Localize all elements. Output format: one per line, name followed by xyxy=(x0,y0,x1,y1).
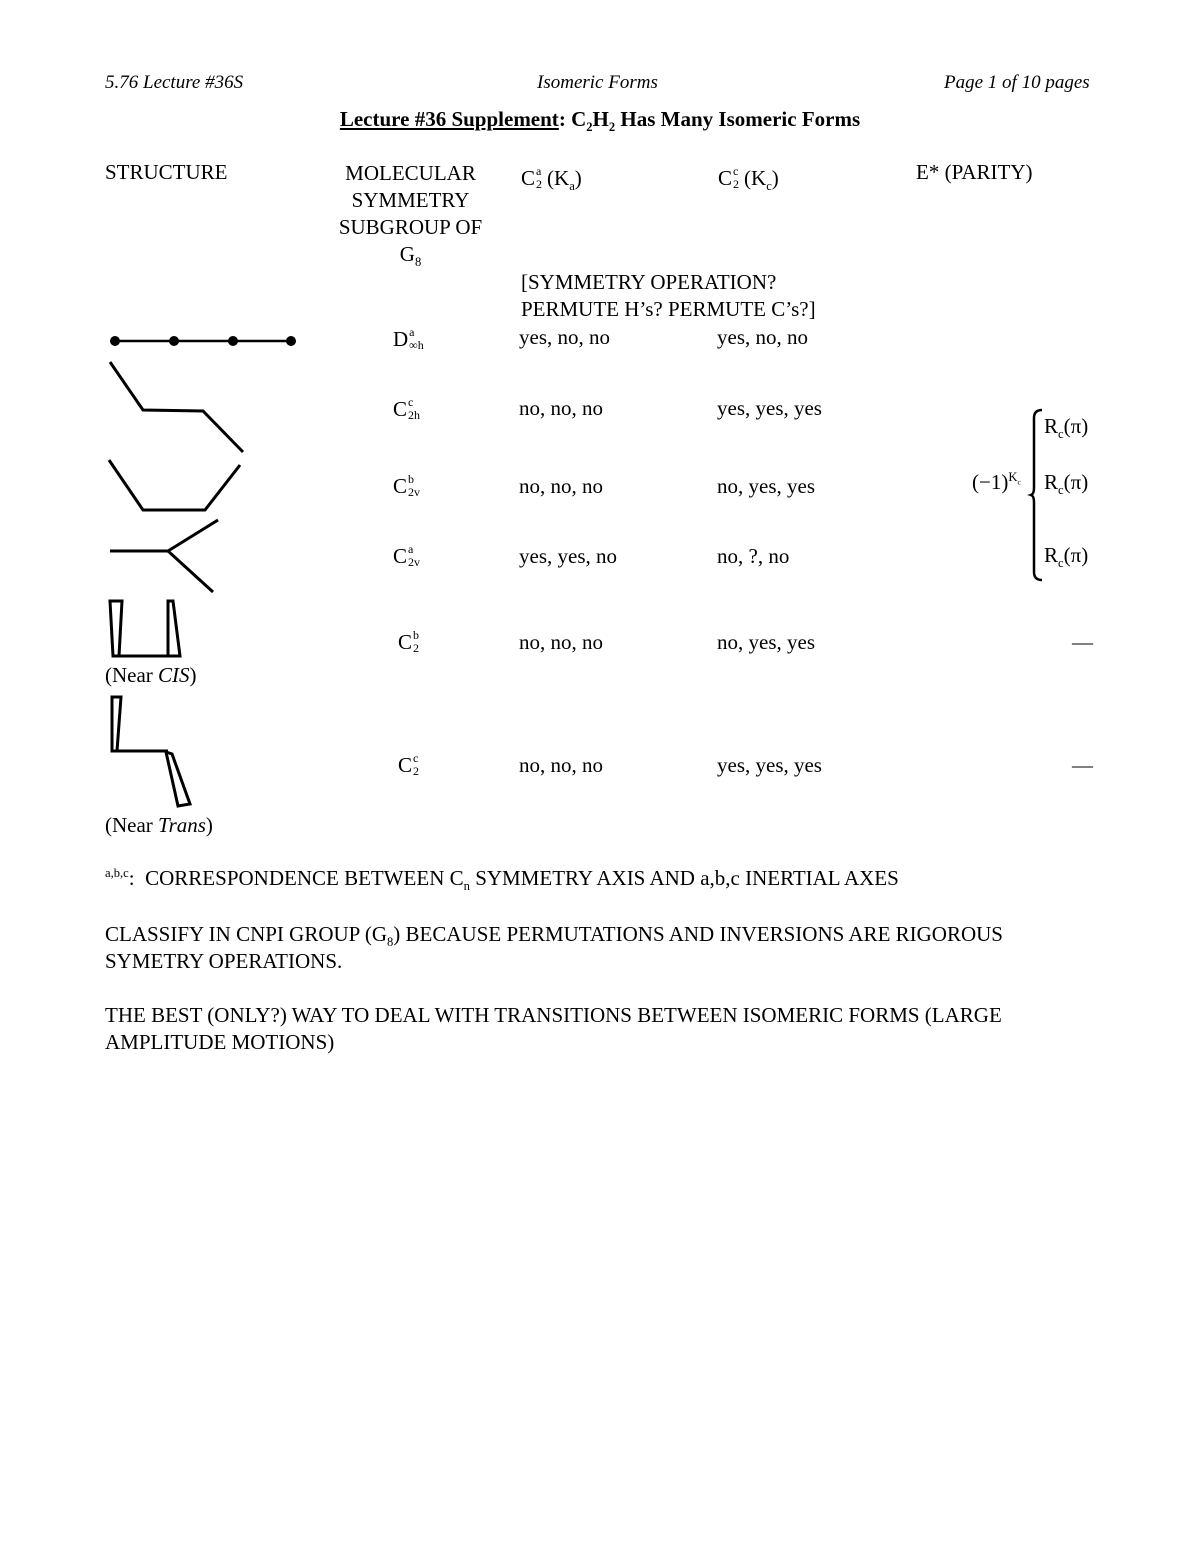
c2c-value: no, ?, no xyxy=(717,544,790,568)
group-symbol xyxy=(393,544,419,569)
header-center: Isomeric Forms xyxy=(537,72,658,93)
parity-k: K xyxy=(1008,470,1018,484)
abc-text-sub: n xyxy=(463,879,470,894)
parity-r-3 xyxy=(1044,543,1089,571)
c2c-base: C xyxy=(718,166,733,190)
c2c-sup: c xyxy=(733,164,739,178)
c2a-paren-sub: a xyxy=(569,179,575,194)
near-trans-italic: Trans xyxy=(158,813,206,837)
column-structure: STRUCTURE xyxy=(105,160,228,184)
title-underlined: Lecture #36 Supplement xyxy=(339,107,559,131)
classify-post: ) BECAUSE PERMUTATIONS AND INVERSIONS ARE RIGOROUS SYMETRY OPERATIONS. xyxy=(105,922,1003,973)
title-rest: Has Many Isomeric Forms xyxy=(615,107,861,131)
group-symbol xyxy=(398,630,424,655)
parity-dash: — xyxy=(1072,753,1093,777)
c2c-paren-sub: c xyxy=(766,179,772,194)
near-cis-structure xyxy=(110,601,180,656)
group-sub: 2v xyxy=(408,485,421,499)
c2a-close: ) xyxy=(574,166,582,190)
c2a-value: no, no, no xyxy=(519,474,603,498)
r-base: R xyxy=(1044,414,1059,438)
group-sup: b xyxy=(408,472,415,486)
c2a-value: yes, no, no xyxy=(519,325,610,349)
near-trans-label xyxy=(105,813,213,838)
classify-sub: 8 xyxy=(386,935,394,950)
near-trans-close: ) xyxy=(205,813,213,837)
footnote-abc xyxy=(105,866,899,894)
parity-dash: — xyxy=(1072,630,1093,654)
group-base: C xyxy=(393,544,408,568)
title-sub2: 2 xyxy=(608,120,616,135)
linear-structure xyxy=(110,336,296,346)
c2c-sub: 2 xyxy=(733,177,740,191)
trans-bent-structure xyxy=(110,362,243,452)
title-h: H xyxy=(592,107,609,131)
group-sub: 2h xyxy=(408,408,421,422)
group-sup: a xyxy=(409,325,415,339)
r-sub: c xyxy=(1058,483,1064,498)
group-sup: a xyxy=(408,542,414,556)
mol-line3: SUBGROUP OF xyxy=(338,215,483,239)
parity-prefix xyxy=(972,470,1021,495)
c2a-sup: a xyxy=(536,164,542,178)
c2c-paren: (K xyxy=(744,166,767,190)
c2a-sub: 2 xyxy=(536,177,543,191)
c2a-value: no, no, no xyxy=(519,753,603,777)
mol-line4 xyxy=(318,241,503,268)
mol-g-sub: 8 xyxy=(414,255,422,270)
near-cis-label xyxy=(105,663,197,688)
c2a-paren: (K xyxy=(547,166,570,190)
c2c-value: yes, no, no xyxy=(717,325,808,349)
abc-sup: a,b,c xyxy=(105,866,129,880)
column-c2a xyxy=(521,164,582,194)
classify-pre: CLASSIFY IN CNPI GROUP (G xyxy=(105,922,387,946)
bracket-line2: PERMUTE H’s? PERMUTE C’s?] xyxy=(521,297,816,321)
group-sub: ∞h xyxy=(409,338,424,352)
parity-k-sub: c xyxy=(1017,477,1021,487)
group-base: C xyxy=(393,474,408,498)
c2c-value: no, yes, yes xyxy=(717,474,815,498)
column-molecular-symmetry xyxy=(318,160,503,268)
near-cis-italic: CIS xyxy=(158,663,190,687)
mol-line2: SYMMETRY xyxy=(351,188,470,212)
c2a-value: no, no, no xyxy=(519,396,603,420)
group-base: C xyxy=(393,397,408,421)
r-arg: (π) xyxy=(1063,470,1089,494)
group-sub: 2 xyxy=(413,641,420,655)
parity-r-2 xyxy=(1044,470,1089,498)
group-base: C xyxy=(398,630,413,654)
c2c-value: yes, yes, yes xyxy=(717,396,822,420)
footnote-best-way: THE BEST (ONLY?) WAY TO DEAL WITH TRANSITIONS BETWEEN ISOMERIC FORMS (LARGE AMPLITUDE MOTIONS) xyxy=(105,1003,1002,1054)
near-trans-open: (Near xyxy=(105,813,159,837)
abc-text-post: SYMMETRY AXIS AND a,b,c INERTIAL AXES xyxy=(469,866,899,890)
parity-r-1 xyxy=(1044,414,1089,442)
group-sub: 2 xyxy=(413,764,420,778)
group-base: C xyxy=(398,753,413,777)
mol-g: G xyxy=(399,242,415,266)
title-sub1: 2 xyxy=(586,120,593,135)
footnote-classify xyxy=(105,921,1025,975)
c2c-close: ) xyxy=(771,166,779,190)
c2c-value: no, yes, yes xyxy=(717,630,815,654)
bracket-note xyxy=(521,269,816,323)
title-colon: : xyxy=(558,107,566,131)
mol-line1: MOLECULAR xyxy=(345,161,476,185)
group-base: D xyxy=(393,327,409,351)
r-sub: c xyxy=(1058,556,1064,571)
near-cis-open: (Near xyxy=(105,663,159,687)
abc-text-pre: CORRESPONDENCE BETWEEN C xyxy=(134,866,464,890)
header-right: Page 1 of 10 pages xyxy=(944,72,1090,93)
header-left: 5.76 Lecture #36S xyxy=(105,72,244,93)
group-sub: 2v xyxy=(408,555,421,569)
column-c2c xyxy=(718,164,779,194)
group-symbol xyxy=(398,753,424,778)
structures-drawing xyxy=(0,0,320,840)
group-sup: b xyxy=(413,628,420,642)
r-arg: (π) xyxy=(1063,543,1089,567)
r-arg: (π) xyxy=(1063,414,1089,438)
r-sub: c xyxy=(1058,427,1064,442)
column-parity: E* (PARITY) xyxy=(916,160,1033,184)
curly-brace-icon xyxy=(1030,408,1044,582)
c2a-base: C xyxy=(521,166,536,190)
c2a-value: no, no, no xyxy=(519,630,603,654)
group-sup: c xyxy=(408,395,414,409)
c2a-value: yes, yes, no xyxy=(519,544,617,568)
abc-colon: : xyxy=(128,866,135,890)
c2c-value: yes, yes, yes xyxy=(717,753,822,777)
bracket-line1: [SYMMETRY OPERATION? xyxy=(521,270,777,294)
r-base: R xyxy=(1044,543,1059,567)
group-symbol xyxy=(393,397,419,422)
group-sup: c xyxy=(413,751,419,765)
cis-bent-structure xyxy=(109,460,240,510)
near-trans-structure xyxy=(112,697,190,806)
group-symbol xyxy=(393,474,419,499)
title-c: C xyxy=(571,107,587,131)
vinylidene-structure xyxy=(110,520,218,592)
group-symbol xyxy=(393,325,424,352)
near-cis-close: ) xyxy=(189,663,197,687)
parity-minus-one: (−1) xyxy=(972,470,1009,494)
r-base: R xyxy=(1044,470,1059,494)
